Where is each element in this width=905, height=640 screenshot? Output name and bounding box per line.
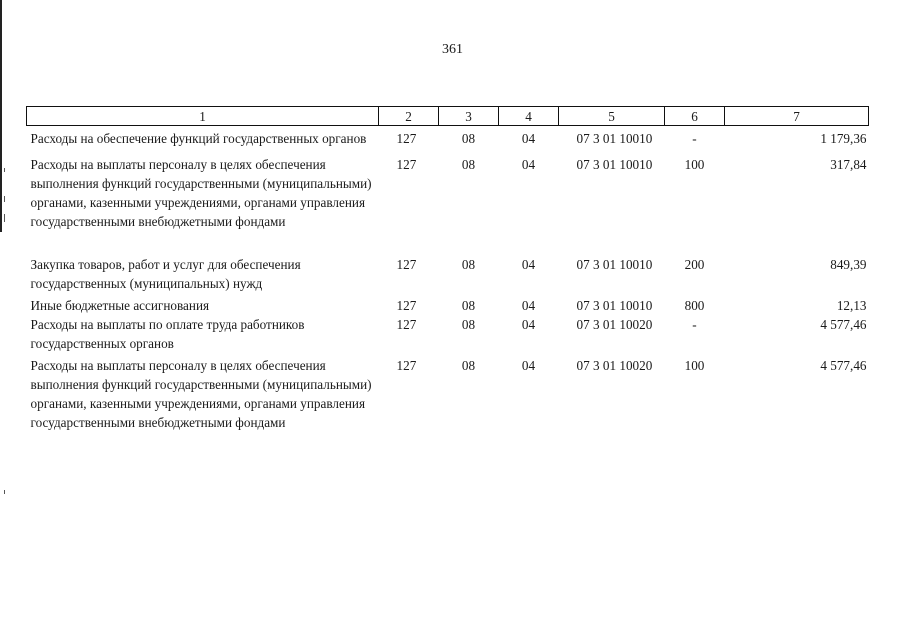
- column-header: 4: [499, 107, 559, 126]
- scan-mark: [4, 490, 5, 494]
- expense-type-cell: 100: [684, 358, 705, 373]
- expense-name-cell: Иные бюджетные ассигнования: [30, 298, 210, 313]
- target-code-cell: 07 3 01 10010: [576, 157, 653, 172]
- expense-type-cell: -: [692, 317, 697, 332]
- expense-name-cell: Расходы на выплаты по оплате труда работников государственных органов: [30, 317, 305, 351]
- table-row: [27, 153, 869, 253]
- scan-mark: [4, 214, 5, 222]
- amount-cell: 4 577,46: [820, 358, 867, 373]
- table-header-row: [27, 107, 869, 126]
- gov-code-cell: 127: [396, 298, 417, 313]
- subsection-cell: 04: [521, 298, 536, 313]
- section-cell: 08: [461, 358, 476, 373]
- subsection-cell: 04: [521, 157, 536, 172]
- subsection-cell: 04: [521, 131, 536, 146]
- amount-cell: 1 179,36: [820, 131, 867, 146]
- expense-name-cell: Расходы на обеспечение функций государственных органов: [30, 131, 367, 146]
- section-cell: 08: [461, 298, 476, 313]
- section-cell: 08: [461, 157, 476, 172]
- target-code-cell: 07 3 01 10020: [576, 358, 653, 373]
- target-code-cell: 07 3 01 10010: [576, 257, 653, 272]
- section-cell: 08: [461, 257, 476, 272]
- subsection-cell: 04: [521, 257, 536, 272]
- scan-mark: [4, 168, 5, 172]
- page-number: 361: [442, 42, 463, 57]
- column-header: 1: [27, 107, 379, 126]
- section-cell: 08: [461, 317, 476, 332]
- expense-name-cell: Расходы на выплаты персоналу в целях обеспечения выполнения функций государственными (муниципальными) органами, казенными учреждениями, органами управления государственными внебюджетными фондами: [30, 157, 372, 229]
- expense-type-cell: 100: [684, 157, 705, 172]
- expense-type-cell: 800: [684, 298, 705, 313]
- scan-left-edge: [0, 0, 2, 232]
- column-header: 6: [665, 107, 725, 126]
- column-header: 3: [439, 107, 499, 126]
- table-row: [27, 356, 869, 432]
- amount-cell: 849,39: [830, 257, 867, 272]
- gov-code-cell: 127: [396, 157, 417, 172]
- scan-mark: [4, 196, 5, 202]
- gov-code-cell: 127: [396, 131, 417, 146]
- expense-name-cell: Расходы на выплаты персоналу в целях обеспечения выполнения функций государственными (муниципальными) органами, казенными учреждениями, органами управления государственными внебюджетными фондами: [30, 358, 372, 430]
- gov-code-cell: 127: [396, 358, 417, 373]
- amount-cell: 12,13: [836, 298, 867, 313]
- target-code-cell: 07 3 01 10010: [576, 298, 653, 313]
- gov-code-cell: 127: [396, 317, 417, 332]
- section-cell: 08: [461, 131, 476, 146]
- table-row: [27, 315, 869, 356]
- gov-code-cell: 127: [396, 257, 417, 272]
- subsection-cell: 04: [521, 358, 536, 373]
- table-row: [27, 126, 869, 154]
- column-header: 7: [725, 107, 869, 126]
- amount-cell: 317,84: [830, 157, 867, 172]
- column-header: 5: [559, 107, 665, 126]
- target-code-cell: 07 3 01 10010: [576, 131, 653, 146]
- table-row: [27, 253, 869, 296]
- table-row: [27, 296, 869, 315]
- subsection-cell: 04: [521, 317, 536, 332]
- expense-name-cell: Закупка товаров, работ и услуг для обеспечения государственных (муниципальных) нужд: [30, 257, 301, 291]
- expense-type-cell: 200: [684, 257, 705, 272]
- expense-type-cell: -: [692, 131, 697, 146]
- column-header: 2: [379, 107, 439, 126]
- amount-cell: 4 577,46: [820, 317, 867, 332]
- target-code-cell: 07 3 01 10020: [576, 317, 653, 332]
- budget-table: [26, 106, 869, 432]
